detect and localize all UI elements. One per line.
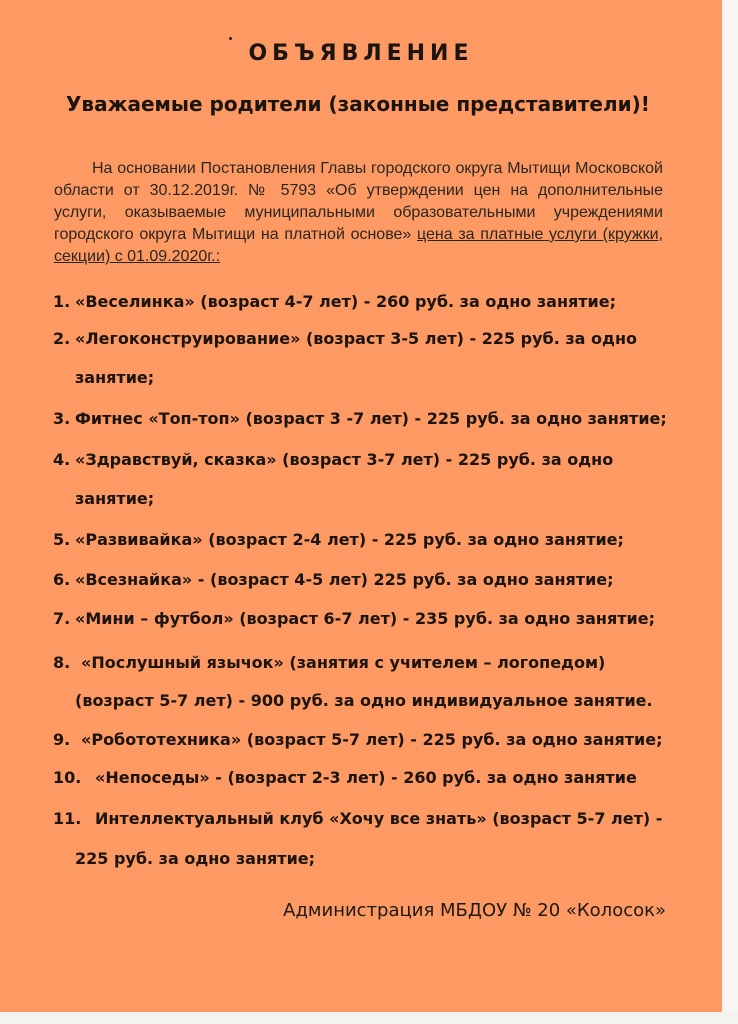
list-item-number: 5. (53, 530, 71, 549)
list-item-number: 1. (53, 292, 71, 311)
list-item-number: 2. (53, 329, 71, 348)
list-item-line (53, 767, 637, 789)
list-item-text: «Послушный язычок» (занятия с учителем – логопедом) (81, 653, 606, 672)
list-item-line-continued: занятие; (75, 368, 155, 387)
list-item-line (53, 808, 662, 830)
list-item-line (53, 328, 637, 350)
list-item-line (53, 569, 614, 591)
list-item-text: Фитнес «Топ-топ» (возраст 3 -7 лет) - 225 руб. за одно занятие; (75, 409, 667, 428)
list-item-line (53, 608, 655, 630)
list-item-line-continued: 225 руб. за одно занятие; (75, 849, 316, 868)
intro-text: На основании Постановления Главы городского округа Мытищи Московской области от 30.12.2019г. № 5793 «Об утверждении цен на дополнительные услуги, оказываемые муниципальными образовательными учреждениями городского округа Мытищи на платной основе» (54, 160, 663, 243)
list-item-number: 6. (53, 570, 71, 589)
salutation-heading: Уважаемые родители (законные представители)! (66, 92, 650, 116)
list-item-text: «Веселинка» (возраст 4-7 лет) - 260 руб. за одно занятие; (75, 292, 617, 311)
list-item-text: «Робототехника» (возраст 5-7 лет) - 225 руб. за одно занятие; (81, 730, 663, 749)
list-item-line (53, 729, 663, 751)
list-item-line-continued: занятие; (75, 489, 155, 508)
list-item-text: Интеллектуальный клуб «Хочу все знать» (возраст 5-7 лет) - (95, 809, 663, 828)
intro-underlined-text: цена за платные услуги (кружки, секции) с 01.09.2020г.: (54, 226, 663, 265)
list-item-line (53, 449, 613, 471)
list-item-text: «Здравствуй, сказка» (возраст 3-7 лет) - 225 руб. за одно (75, 450, 614, 469)
list-item-number: 3. (53, 409, 71, 428)
list-item-number: 9. (53, 730, 71, 749)
list-item-line-continued: (возраст 5-7 лет) - 900 руб. за одно индивидуальное занятие. (75, 691, 653, 710)
list-item-line (53, 291, 616, 313)
list-item-number: 4. (53, 450, 71, 469)
list-item-number: 11. (53, 809, 82, 828)
list-item-number: 7. (53, 609, 71, 628)
list-item-text: «Непоседы» - (возраст 2-3 лет) - 260 руб. за одно занятие (95, 768, 637, 787)
list-item-number: 8. (53, 653, 71, 672)
list-item-line (53, 408, 667, 430)
list-item-text: «Всезнайка» - (возраст 4-5 лет) 225 руб. за одно занятие; (75, 570, 614, 589)
list-item-line (53, 529, 624, 551)
list-item-line (53, 652, 605, 674)
list-item-text: «Легоконструирование» (возраст 3-5 лет) - 225 руб. за одно (75, 329, 637, 348)
list-item-number: 10. (53, 768, 82, 787)
scan-margin-bottom (0, 1012, 738, 1024)
scan-margin-right (722, 0, 738, 1024)
signature: Администрация МБДОУ № 20 «Колосок» (283, 900, 666, 921)
list-item-text: «Развивайка» (возраст 2-4 лет) - 225 руб. за одно занятие; (75, 530, 624, 549)
announcement-title: ОБЪЯВЛЕНИЕ (248, 41, 474, 66)
list-item-text: «Мини – футбол» (возраст 6-7 лет) - 235 руб. за одно занятие; (75, 609, 655, 628)
